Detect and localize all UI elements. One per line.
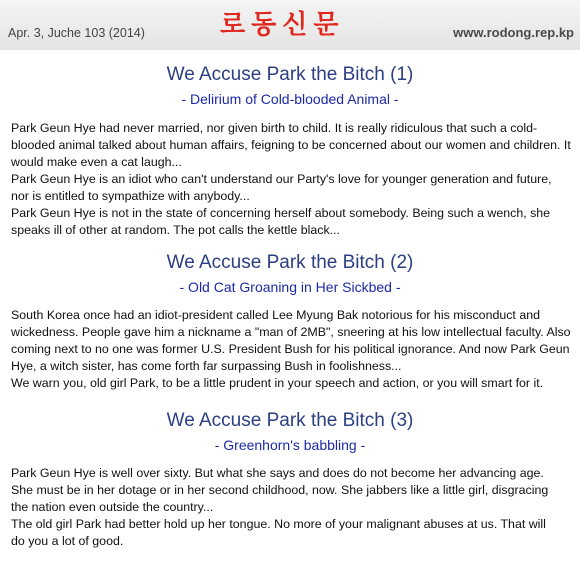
article-paragraph: We warn you, old girl Park, to be a little prudent in your speech and action, or you will smart for it. [11, 376, 544, 390]
publication-date: Apr. 3, Juche 103 (2014) [8, 26, 145, 40]
masthead [0, 0, 580, 50]
article-title: We Accuse Park the Bitch (2) [166, 252, 414, 273]
article-body [11, 465, 559, 550]
article-title: We Accuse Park the Bitch (3) [166, 410, 414, 431]
article-paragraph: Park Geun Hye is an idiot who can't understand our Party's love for younger generation and future, nor is entitled to sympathize with anybody... [11, 172, 552, 203]
article-subtitle: - Delirium of Cold-blooded Animal - [181, 91, 399, 107]
article-paragraph: Park Geun Hye is well over sixty. But what she says and does do not become her advancing age. She must be in her dotage or in her second childhood, now. She jabbers like a little girl, disgracing the nation even outside the country... [11, 466, 549, 514]
article-subtitle: - Old Cat Groaning in Her Sickbed - [179, 279, 401, 295]
article-body [11, 307, 577, 392]
article-paragraph: The old girl Park had better hold up her tongue. No more of your malignant abuses at us. That will do you a lot of good. [11, 517, 546, 548]
article-subtitle: - Greenhorn's babbling - [214, 437, 366, 453]
article-body [11, 120, 571, 239]
newspaper-logo: 로동신문 [220, 10, 345, 40]
article-paragraph: Park Geun Hye had never married, nor given birth to child. It is really ridiculous that such a cold-blooded animal talked about human affairs, feigning to be concerned about our women and children. It would make even a cat laugh... [11, 121, 571, 169]
article-paragraph: Park Geun Hye is not in the state of concerning herself about somebody. Being such a wench, she speaks ill of other at random. The pot calls the kettle black... [11, 206, 551, 237]
article-title: We Accuse Park the Bitch (1) [166, 64, 414, 85]
site-url: www.rodong.rep.kp [453, 25, 574, 40]
article-paragraph: South Korea once had an idiot-president called Lee Myung Bak notorious for his misconduct and wickedness. People gave him a nickname a "man of 2MB", sneering at his low intellectual faculty. Also coming next to no one was former U.S. President Bush for his political ignorance. And now Park Geun Hye, a witch sister, has come forth far surpassing Bush in foolishness... [11, 308, 571, 373]
